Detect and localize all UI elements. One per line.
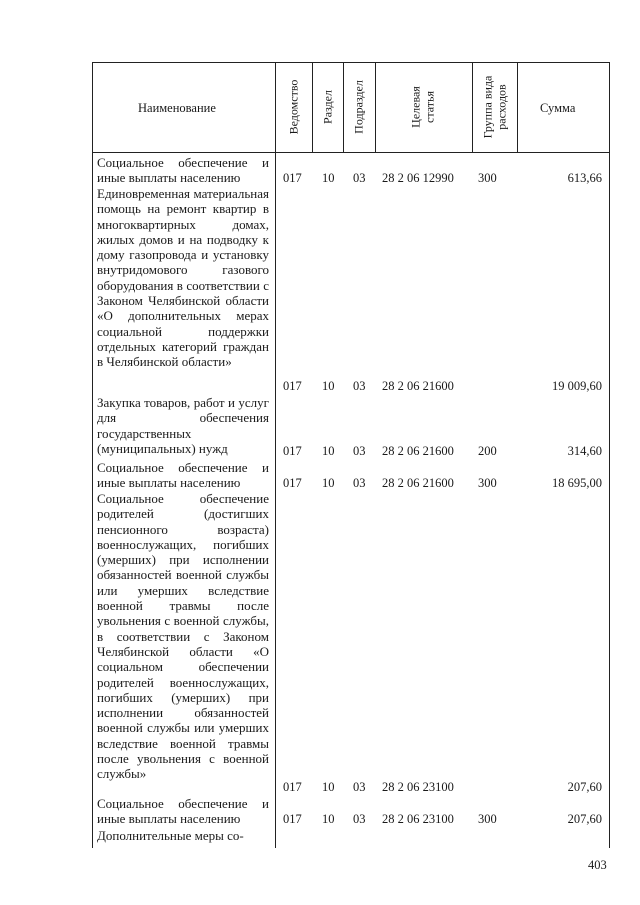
table-border-left xyxy=(92,62,93,848)
row-razdel: 10 xyxy=(322,476,335,490)
row-celevaya: 28 2 06 21600 xyxy=(382,476,454,490)
column-divider xyxy=(472,62,473,152)
header-bottom-border xyxy=(92,152,610,153)
header-summa: Сумма xyxy=(540,101,576,115)
row-celevaya: 28 2 06 21600 xyxy=(382,444,454,458)
row-razdel: 10 xyxy=(322,780,335,794)
row-podrazdel: 03 xyxy=(353,379,366,393)
row-razdel: 10 xyxy=(322,444,335,458)
row-podrazdel: 03 xyxy=(353,444,366,458)
header-gruppa-line2: расходов xyxy=(494,84,509,130)
row-summa: 613,66 xyxy=(567,171,602,185)
row-vedomstvo: 017 xyxy=(283,444,302,458)
row-name: Дополнительные меры со- xyxy=(97,828,244,843)
row-name: Социальное обеспечение и иные выплаты населению xyxy=(97,155,269,186)
row-podrazdel: 03 xyxy=(353,171,366,185)
row-celevaya: 28 2 06 12990 xyxy=(382,171,454,185)
column-divider xyxy=(312,62,313,152)
budget-table xyxy=(92,62,610,848)
row-podrazdel: 03 xyxy=(353,812,366,826)
page-number: 403 xyxy=(588,858,607,872)
row-summa: 19 009,60 xyxy=(552,379,602,393)
row-celevaya: 28 2 06 23100 xyxy=(382,780,454,794)
row-vedomstvo: 017 xyxy=(283,812,302,826)
row-name: Закупка товаров, работ и услуг для обеспечения государственных (муниципальных) нужд xyxy=(97,395,269,456)
column-divider xyxy=(375,62,376,152)
row-celevaya: 28 2 06 21600 xyxy=(382,379,454,393)
row-gruppa: 300 xyxy=(478,476,497,490)
row-name: Социальное обеспечение родителей (достигших пенсионного возраста) военнослужащих, погибших (умерших) при исполнении обязанностей военной службы или умерших вследствие военной травмы после увольнения с военной службы, в соответствии с Законом Челябинской области «О социальном обеспечении родителей военнослужащих, погибших (умерших) при исполнении обязанностей военной службы или умерших вследствие военной травмы после увольнения с военной службы» xyxy=(97,491,269,782)
header-gruppa-line1: Группа вида xyxy=(480,75,495,139)
row-podrazdel: 03 xyxy=(353,476,366,490)
column-divider xyxy=(275,62,276,848)
column-divider xyxy=(517,62,518,152)
header-celevaya-line1: Целевая xyxy=(408,86,423,128)
row-vedomstvo: 017 xyxy=(283,171,302,185)
header-vedomstvo: Ведомство xyxy=(286,79,301,135)
header-name: Наименование xyxy=(138,101,216,115)
row-podrazdel: 03 xyxy=(353,780,366,794)
row-summa: 207,60 xyxy=(567,812,602,826)
row-name: Социальное обеспечение и иные выплаты населению xyxy=(97,796,269,827)
table-top-border xyxy=(92,62,610,63)
row-summa: 18 695,00 xyxy=(552,476,602,490)
row-name: Единовременная материальная помощь на ремонт квартир в многоквартирных домах, жилых домов и на подводку к дому газопровода и установку внутридомового газового оборудования в соответствии с Законом Челябинской области «О дополнительных мерах социальной поддержки отдельных категорий граждан в Челябинской области» xyxy=(97,186,269,370)
table-border-right xyxy=(609,62,610,848)
row-gruppa: 200 xyxy=(478,444,497,458)
row-vedomstvo: 017 xyxy=(283,780,302,794)
header-podrazdel: Подраздел xyxy=(351,80,366,134)
row-name: Социальное обеспечение и иные выплаты населению xyxy=(97,460,269,491)
header-razdel: Раздел xyxy=(320,90,335,124)
column-divider xyxy=(343,62,344,152)
row-gruppa: 300 xyxy=(478,812,497,826)
row-celevaya: 28 2 06 23100 xyxy=(382,812,454,826)
row-summa: 207,60 xyxy=(567,780,602,794)
row-gruppa: 300 xyxy=(478,171,497,185)
row-razdel: 10 xyxy=(322,379,335,393)
row-vedomstvo: 017 xyxy=(283,476,302,490)
row-vedomstvo: 017 xyxy=(283,379,302,393)
row-razdel: 10 xyxy=(322,812,335,826)
row-razdel: 10 xyxy=(322,171,335,185)
row-summa: 314,60 xyxy=(567,444,602,458)
header-celevaya-line2: статья xyxy=(422,91,437,123)
